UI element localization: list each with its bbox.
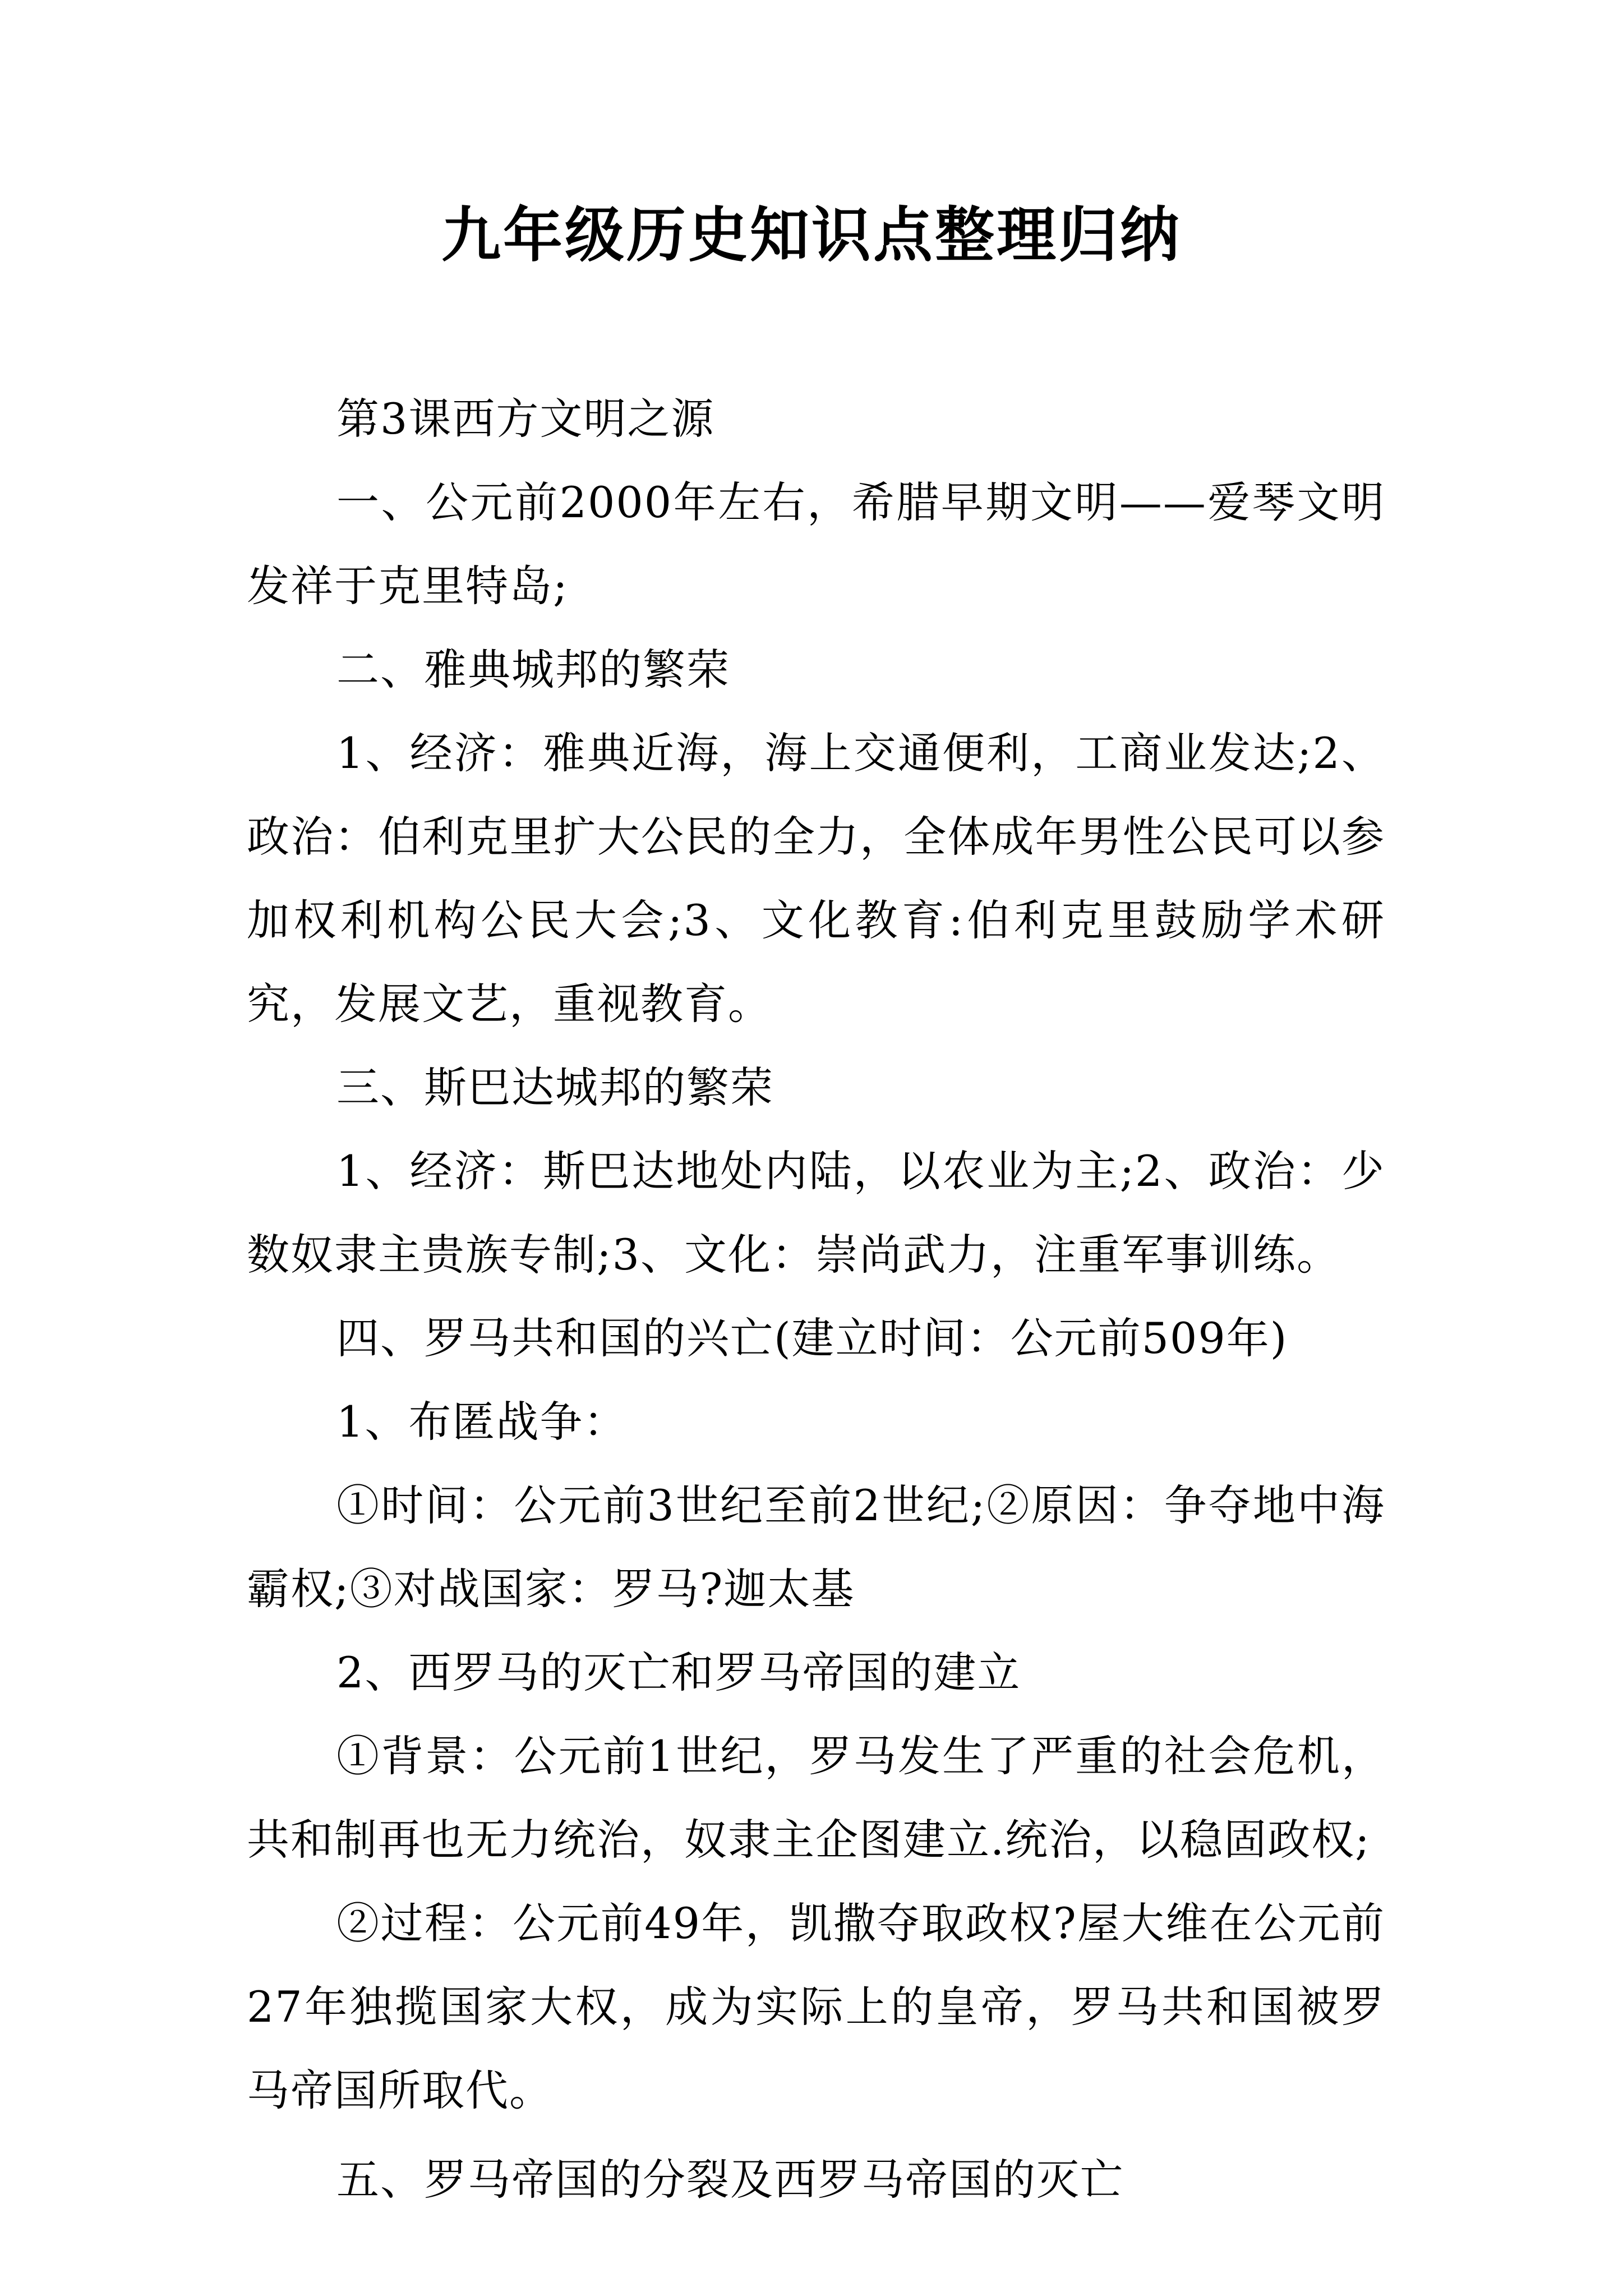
paragraph-athens-details: 1、经济：雅典近海，海上交通便利，工商业发达;2、政治：伯利克里扩大公民的全力，全体成年男性公民可以参加权利机构公民大会;3、文化教育:伯利克里鼓励学术研究，发展文艺，重视教育。 (247, 728, 1385, 1029)
section-heading-empire-split: 五、罗马帝国的分裂及西罗马帝国的灭亡 (336, 2155, 1124, 2205)
document-body (247, 377, 1385, 2221)
spacer (247, 2132, 1385, 2138)
section-heading-sparta: 三、斯巴达城邦的繁荣 (336, 1062, 774, 1112)
subheading-punic-wars: 1、布匿战争： (336, 1397, 628, 1447)
section-heading-roman-republic: 四、罗马共和国的兴亡(建立时间：公元前509年) (336, 1313, 1288, 1363)
paragraph-process: ②过程：公元前49年，凯撒夺取政权?屋大维在公元前27年独揽国家大权，成为实际上的皇帝，罗马共和国被罗马帝国所取代。 (247, 1898, 1385, 2115)
paragraph-aegean-civilization: 一、公元前2000年左右，希腊早期文明——爱琴文明发祥于克里特岛; (247, 477, 1385, 611)
document-title: 九年级历史知识点整理归纳 (441, 201, 1182, 270)
subheading-roman-empire-founding: 2、西罗马的灭亡和罗马帝国的建立 (336, 1648, 1021, 1697)
paragraph-background: ①背景：公元前1世纪，罗马发生了严重的社会危机，共和制再也无力统治，奴隶主企图建立.统治，以稳固政权; (247, 1731, 1385, 1865)
paragraph-sparta-details: 1、经济：斯巴达地处内陆，以农业为主;2、政治：少数奴隶主贵族专制;3、文化：崇尚武力，注重军事训练。 (247, 1146, 1385, 1280)
paragraph-punic-wars-details: ①时间：公元前3世纪至前2世纪;②原因：争夺地中海霸权;③对战国家：罗马?迦太基 (247, 1480, 1385, 1614)
section-heading-athens: 二、雅典城邦的繁荣 (336, 645, 730, 694)
lesson-heading: 第3课西方文明之源 (336, 394, 715, 444)
